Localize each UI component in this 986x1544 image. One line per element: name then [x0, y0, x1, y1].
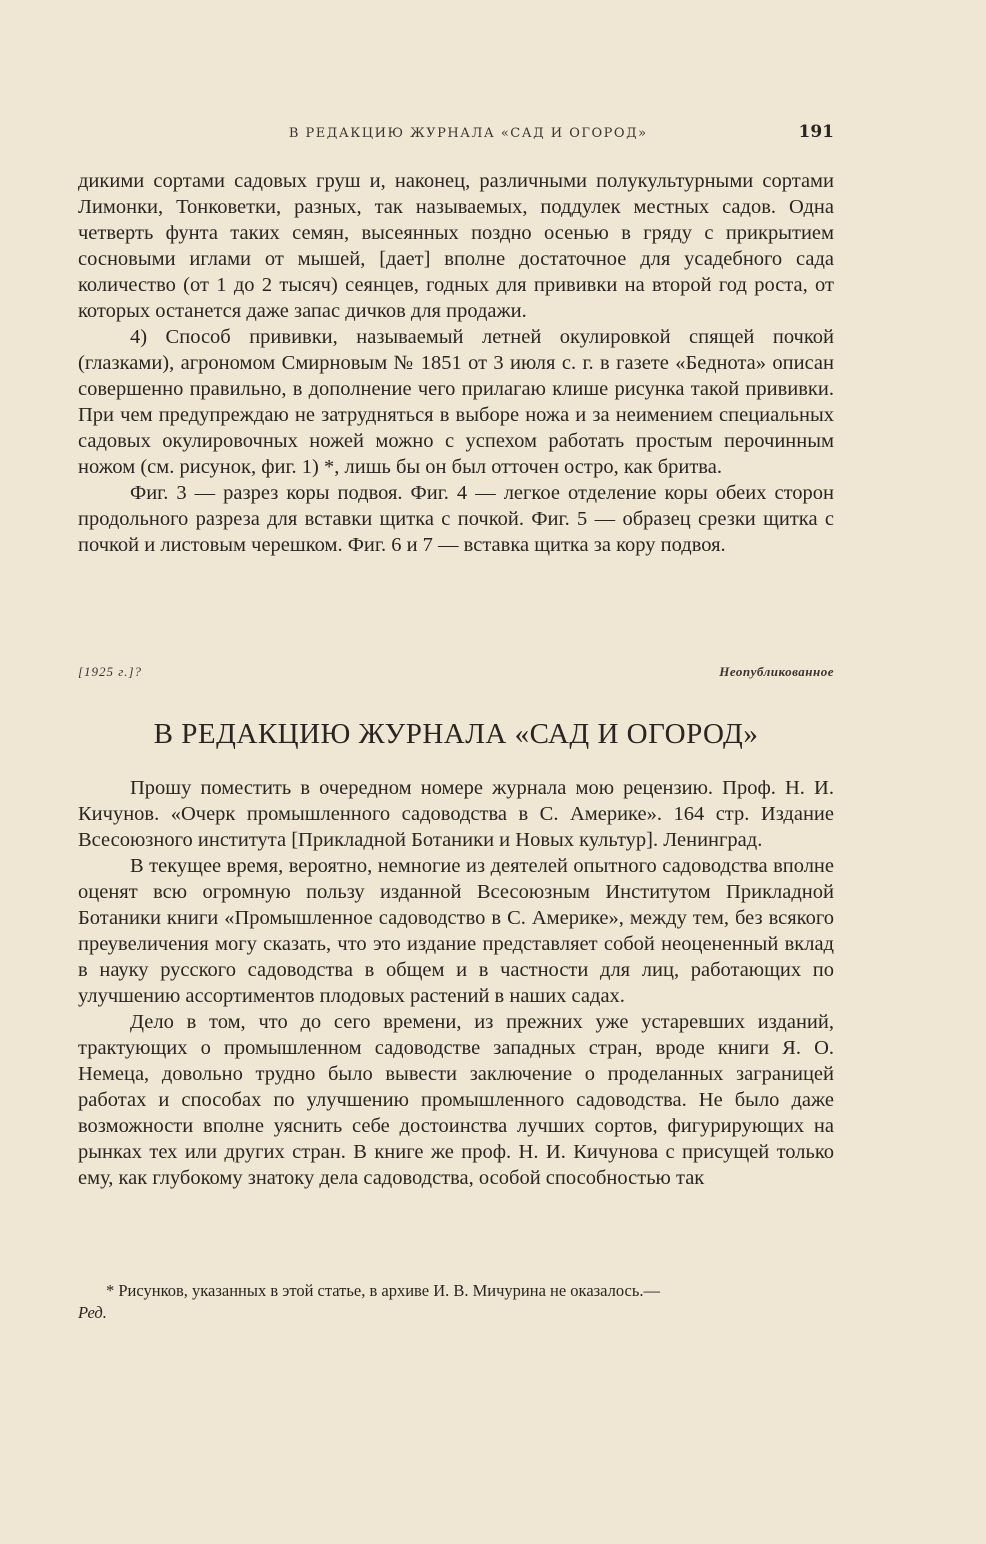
paragraph-grafting-method: 4) Способ прививки, называемый летней окулировкой спящей почкой (глазками), агрономом Смирновым № 1851 от 3 июля с. г. в газете «Беднота» описан совершенно правильно, в дополнение чего прилагаю клише рисунка такой прививки. При чем предупреждаю не затрудняться в выборе ножа и за неимением специальных садовых окулировочных ножей можно с успехом работать простым перочинным ножом (см. рисунок, фиг. 1) *, лишь бы он был отточен остро, как бритва. — [78, 326, 834, 478]
section-continued-text — [78, 168, 834, 558]
page-number: 191 — [798, 122, 834, 142]
publication-status: Неопубликованное — [719, 664, 834, 679]
footnote-editor: Ред. — [78, 1303, 107, 1322]
paragraph-context: Дело в том, что до сего времени, из прежних уже устаревших изданий, трактующих о промышленном садоводстве западных стран, вроде книги Я. О. Немеца, довольно трудно было вывести заключение о проделанных заграницей работах и способах по улучшению промышленного садоводства. Не было даже возможности вполне уяснить себе достоинства лучших сортов, фигурирующих на рынках тех или других стран. В книге же проф. Н. И. Кичунова с присущей только ему, как глубокому знатоку дела садоводства, особой способностью так — [78, 1011, 834, 1189]
paragraph-continued: дикими сортами садовых груш и, наконец, различными полукультурными сортами Лимонки, Тонковетки, разных, так называемых, поддулек местных садов. Одна четверть фунта таких семян, высеянных поздно осенью в гряду с прикрытием сосновыми иглами от мышей, [дает] вполне достаточное для усадебного сада количество (от 1 до 2 тысяч) сеянцев, годных для прививки на второй год роста, от которых останется даже запас дичков для продажи. — [78, 170, 834, 322]
article-body — [78, 775, 834, 1191]
paragraph-review: В текущее время, вероятно, немногие из деятелей опытного садоводства вполне оценят всю огромную пользу изданной Всесоюзным Институтом Прикладной Ботаники книги «Промышленное садоводство в С. Америке», между тем, без всякого преувеличения могу сказать, что это издание представляет собой неоцененный вклад в науку русского садоводства в общем и в частности для лиц, работающих по улучшению ассортиментов плодовых растений в наших садах. — [78, 855, 834, 1007]
paragraph-figures: Фиг. 3 — разрез коры подвоя. Фиг. 4 — легкое отделение коры обеих сторон продольного разреза для вставки щитка с почкой. Фиг. 5 — образец срезки щитка с почкой и листовым черешком. Фиг. 6 и 7 — вставка щитка за кору подвоя. — [78, 482, 834, 556]
date-note: [1925 г.]? — [78, 664, 143, 679]
footnote-text: * Рисунков, указанных в этой статье, в архиве И. В. Мичурина не оказалось.— — [106, 1281, 660, 1300]
paragraph-request: Прошу поместить в очередном номере журнала мою рецензию. Проф. Н. И. Кичунов. «Очерк промышленного садоводства в С. Америке». 164 стр. Издание Всесоюзного института [Прикладной Ботаники и Новых культур]. Ленинград. — [78, 777, 834, 851]
running-head — [78, 122, 834, 142]
footnote — [78, 1280, 834, 1324]
dateline — [78, 664, 834, 680]
article-title: В РЕДАКЦИЮ ЖУРНАЛА «САД И ОГОРОД» — [153, 718, 759, 750]
running-head-title: В РЕДАКЦИЮ ЖУРНАЛА «САД И ОГОРОД» — [288, 126, 648, 141]
